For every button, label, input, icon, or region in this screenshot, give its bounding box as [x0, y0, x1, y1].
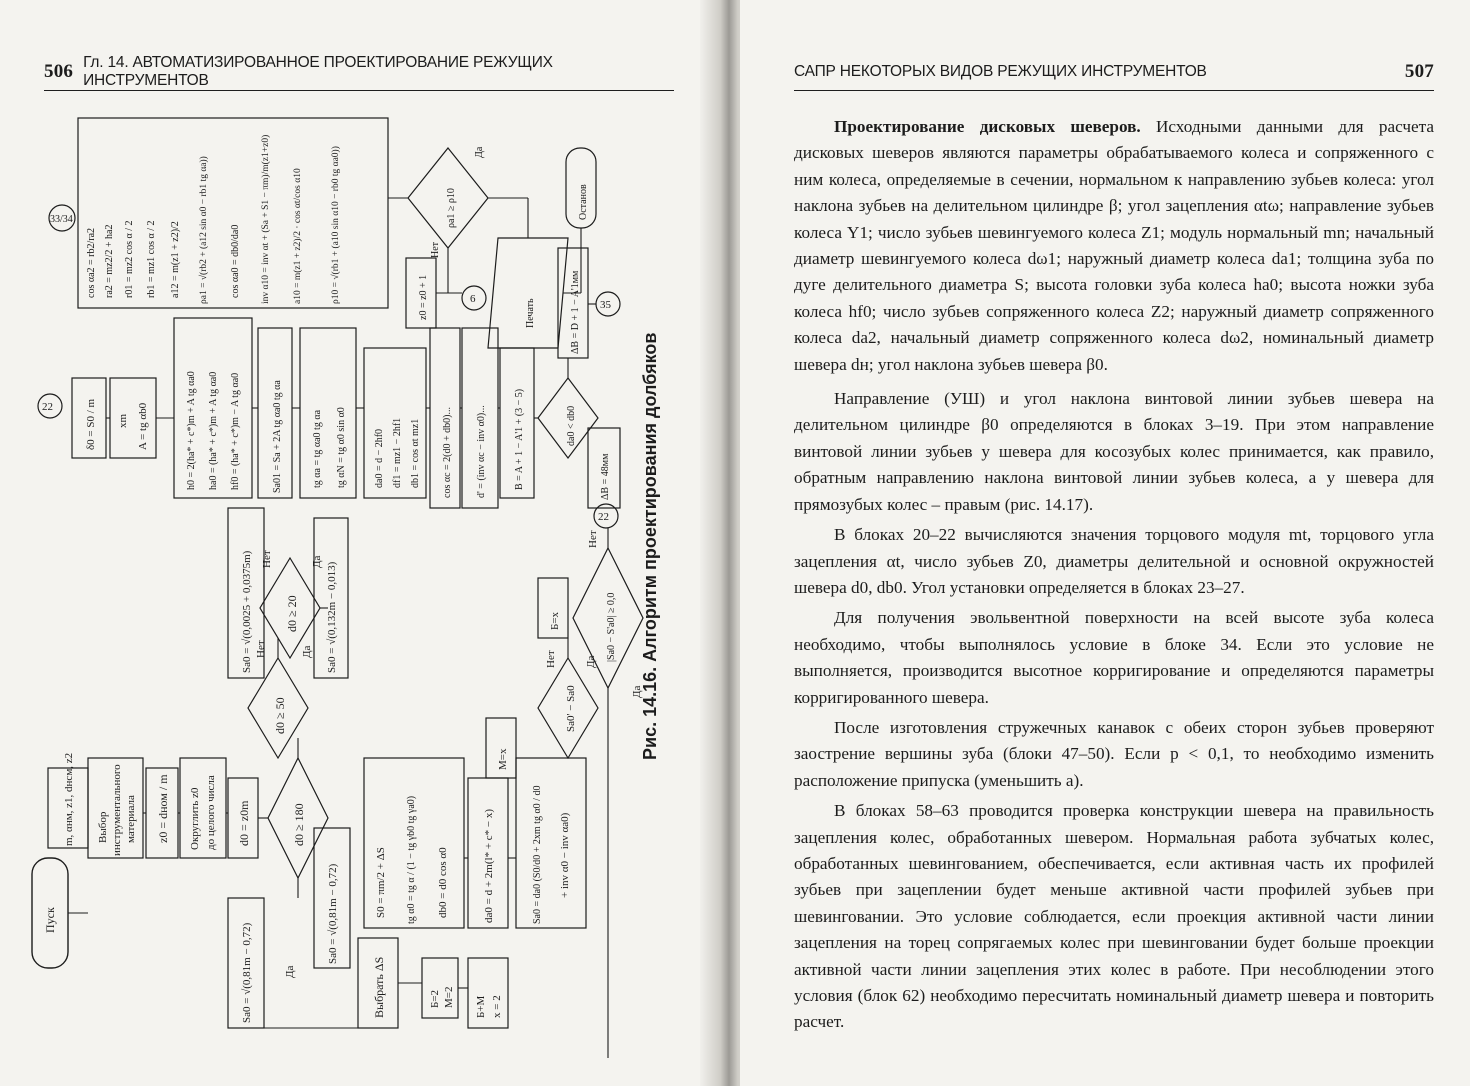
block-s0-l1: S0 = πm/2 + ΔS	[375, 847, 387, 918]
block-diameters-l1: da0 = d − 2hf0	[374, 428, 385, 488]
decision-sa0-compare-label: Sa0' − Sa0	[565, 685, 577, 732]
decision-d0-50-label: d0 ≥ 50	[273, 697, 287, 734]
block-b2m2-l2: М=2	[443, 986, 455, 1008]
block-h0-l2: ha0 = (ha* + c*)m + A tg αa0	[208, 371, 219, 490]
block-sa0-e-l2: + inv α0 − inv αa0)	[559, 812, 571, 898]
block-diameters-l2: df1 = mz1 − 2hf1	[392, 417, 403, 488]
block-tg	[300, 328, 356, 498]
block-tg-l1: tg αa = tg αa0 tg αa	[312, 409, 323, 488]
paragraph-1	[794, 114, 1434, 378]
block-sa0-c-label: Sa0 = √(0,132m − 0,013)	[326, 561, 338, 673]
block-z0-inc-label: z0 = z0 + 1	[418, 274, 429, 320]
block-stop-label: Останов	[578, 184, 589, 220]
block-b2m2-l1: Б=2	[429, 989, 441, 1008]
block-a-l2: A = tg αb0	[137, 402, 149, 450]
decision-rho-label: ρa1 ≥ ρ10	[446, 188, 457, 228]
block-delta0-label: δ0 = S0 / m	[85, 398, 97, 450]
paragraph-4: Для получения эвольвентной поверхности на всей высоте зуба колеса необходимо, чтобы выполнялось условие в блоке 34. Если это условие не выполняется, производится высотное корригирование и определяются параметры корригированного шевера.	[794, 608, 1434, 707]
block-z0-label: z0 = dном / m	[156, 774, 170, 843]
paragraph-3: В блоках 20–22 вычисляются значения торцового модуля mt, торцового угла зацепления αt, число зубьев Z0, диаметры делительной и основной окружностей шевера d0, db0. Угол установки определяется в блоках 23–27.	[794, 525, 1434, 597]
block-d-prime-label: d' = (inv αc − inv α0)...	[476, 405, 487, 498]
decision-abs-label: |Sa0 − S'a0| ≥ 0,0	[606, 592, 617, 662]
block-tg-l2: tg αN = tg α0 sin α0	[336, 407, 347, 488]
flowchart-column-3	[364, 504, 643, 1028]
block-h0-l3: hf0 = (ha* + c*)m − A tg αa0	[230, 372, 241, 490]
decision-d0-20-yes: Да	[311, 555, 323, 568]
block-m-x-label: М=х	[497, 748, 509, 770]
left-running-head	[44, 54, 674, 91]
connector-6-label: 6	[470, 293, 476, 305]
decision-d0-20-no: Нет	[261, 550, 273, 568]
block-input-label: m, αнм, z1, dнсм, z2	[63, 752, 75, 846]
paragraph-1-text: Исходными данными для расчета дисковых шеверов являются параметры обрабатываемого колеса и сопряженного с ним колеса, определяемые в сечении, нормальном к направлению зубьев колеса: угол наклона зубьев на делительном цилиндре β; угол зацепления αtω; направление зубьев колеса Y1; число зубьев шевингуемого колеса Z1; модуль нормальный mn; начальный диаметр шевингуемого колеса dω1; наружный диаметр колеса da1; толщина зуба по дуге делительного диаметра S; высота головки зуба колеса ha0; высота ножки зуба колеса hf0; число зубьев сопряженного колеса Z2; наружный диаметр сопряженного колеса da2, начальный диаметр сопряженного колеса dω2, номинальный диаметр шевера dн; угол наклона зубьев шевера β0.	[794, 117, 1434, 374]
block-sa0-b-label: Sa0 = √(0,0025 + 0,0375m)	[241, 550, 253, 673]
left-page	[0, 0, 718, 1086]
block-material-l3: материала	[125, 795, 137, 843]
block-a-l1: xm	[117, 413, 129, 428]
decision-d0-180-yes: Да	[284, 965, 296, 978]
decision-d0-50-yes: Да	[301, 645, 313, 658]
decision-rho-no: Нет	[430, 241, 441, 258]
block-round-l2: до целого числа	[205, 775, 217, 850]
block-round	[180, 758, 226, 858]
right-page	[740, 0, 1470, 1086]
block-start-label: Пуск	[43, 907, 57, 933]
block-d0-label: d0 = z0m	[237, 800, 251, 846]
block-print	[488, 238, 568, 348]
block-sa0-a-label: Sa0 = √(0,81m − 0,72)	[241, 922, 253, 1023]
right-running-head	[794, 54, 1434, 91]
decision-sa0-compare-yes: Да	[585, 655, 597, 668]
block-db-d-label: ΔB = D + 1 − A'1мм	[570, 270, 581, 354]
block-choose-ds-label: Выбрать ΔS	[372, 956, 386, 1018]
block-35-l7: cos αa0 = db0/da0	[230, 224, 241, 298]
block-da0-label: da0 = d + 2m(l* + c* − x)	[483, 808, 495, 923]
block-35-l2: ra2 = mz2/2 + ha2	[104, 224, 115, 298]
block-35-l6: ρa1 = √(rb2 + (a12 sin α0 − rb1 tg αa))	[199, 156, 209, 304]
left-running-title: Гл. 14. АВТОМАТИЗИРОВАННОЕ ПРОЕКТИРОВАНИЕ РЕЖУЩИХ ИНСТРУМЕНТОВ	[83, 54, 553, 89]
block-sa0-d-label: Sa0 = √(0,81m − 0,72)	[327, 863, 339, 964]
block-material-l1: Выбор	[97, 811, 109, 843]
block-bm-x-l2: x = 2	[491, 995, 503, 1018]
block-sa0-e-l1: Sa0 = da0 (S0/d0 + 2xm tg α0 / d0	[532, 785, 543, 924]
block-35-l1: cos αa2 = rb2/ra2	[86, 227, 97, 298]
decision-da0-db0-label: da0 < db0	[566, 405, 577, 446]
block-sa01-label: Sa01 = Sa + 2A tg αa0 tg αa	[272, 380, 283, 493]
paragraph-1-lead: Проектирование дисковых шеверов.	[834, 117, 1141, 136]
decision-sa0-compare-no: Нет	[545, 650, 557, 668]
flowchart-column-5	[49, 118, 596, 348]
block-35-l3: r01 = mz2 cos α / 2	[124, 220, 135, 298]
block-s0-l3: db0 = d0 cos α0	[437, 847, 449, 918]
paragraph-6: В блоках 58–63 проводится проверка конструкции шевера на правильность зацепления колес, обработанных шевером. Нормальная работа зубчатых колес, обработанных шевингованием, обеспечивается, если активная часть их профилей зубьев при зацеплении будет меньше активной части профилей зубьев при шевинговании. Это условие соблюдается, если проекция активной части линии зацепления на торец сопрягаемых колес при шевинговании будет больше проекции активной части линии зацепления этих колес в работе. При несоблюдении этого условия (блок 62) необходимо пересчитать номинальный диаметр шевера и повторить расчет.	[794, 801, 1434, 1032]
block-35-l4: rb1 = mz1 cos α / 2	[146, 220, 157, 298]
connector-33-34-label: 33/34	[50, 214, 73, 225]
block-print-label: Печать	[525, 298, 536, 328]
connector-22-label: 22	[42, 401, 53, 413]
block-s0-l2: tg α0 = tg α / (1 − tg γb0 tg γa0)	[406, 795, 417, 924]
block-35-l5: a12 = m(z1 + z2)/2	[170, 221, 181, 298]
block-material-l2: инструментального	[111, 764, 123, 856]
right-running-title: САПР НЕКОТОРЫХ ВИДОВ РЕЖУЩИХ ИНСТРУМЕНТОВ	[794, 63, 1207, 80]
block-35-l10: ρ10 = √(rb1 + (a10 sin α10 − rb0 tg αa0))	[331, 146, 341, 304]
block-b-x-label: Б=х	[549, 611, 561, 630]
decision-abs-no: Нет	[587, 530, 599, 548]
flowchart-figure	[28, 98, 688, 1058]
paragraph-5: После изготовления стружечных канавок с обеих сторон зубьев проверяют заострение вершины зуба (блоки 47–50). Если p < 0,1, то необходимо изменить расположение припуска (уменьшить a).	[794, 717, 1434, 790]
connector-23-label: 22	[598, 511, 609, 523]
right-page-body	[794, 114, 1434, 1040]
block-cos-ac-label: cos αc = 2(d0 + db0)...	[442, 407, 453, 498]
decision-d0-20-label: d0 ≥ 20	[285, 595, 299, 632]
flowchart-column-1	[32, 753, 328, 1028]
decision-d0-50-no: Нет	[255, 640, 267, 658]
block-h0-l1: h0 = 2(ha* + c*)m + A tg αa0	[186, 371, 197, 490]
block-db-48-label: ΔB = 48мм	[600, 453, 611, 500]
right-page-number: 507	[1404, 61, 1434, 82]
block-sa0-e	[516, 758, 586, 928]
decision-d0-180-label: d0 ≥ 180	[292, 803, 306, 846]
block-35-l8: inv α10 = inv αt + (Sa + S1 − πm)/m(z1+z0)	[261, 134, 271, 304]
block-round-l1: Округлить z0	[189, 787, 201, 850]
block-35-l9: a10 = m(z1 + z2)/2 · cos αt/cos α10	[293, 168, 303, 304]
decision-rho-yes: Да	[474, 146, 485, 158]
left-page-number: 506	[44, 61, 74, 82]
paragraph-2: Направление (УШ) и угол наклона винтовой линии зубьев шевера на делительном цилиндре β0 определяются в блоках 3–19. При этом направление винтовой линии зубьев у шевера для косозубых колес принимается, как правило, обратным направлению наклона винтовой линии зубьев колеса, а у шевера для прямозубых колес – правым (рис. 14.17).	[794, 389, 1434, 514]
block-diameters-l3: db1 = cos αt mz1	[410, 418, 421, 488]
figure-caption: Рис. 14.16. Алгоритм проектирования долбяков	[640, 332, 660, 760]
block-b-label: B = A + 1 − A'1 + (3 − 5)	[514, 388, 525, 490]
block-bm-x-l1: Б+М	[475, 995, 487, 1018]
decision-abs-yes: Да	[631, 685, 643, 698]
flowchart-column-2	[228, 508, 398, 1028]
connector-35-label: 35	[600, 299, 611, 311]
